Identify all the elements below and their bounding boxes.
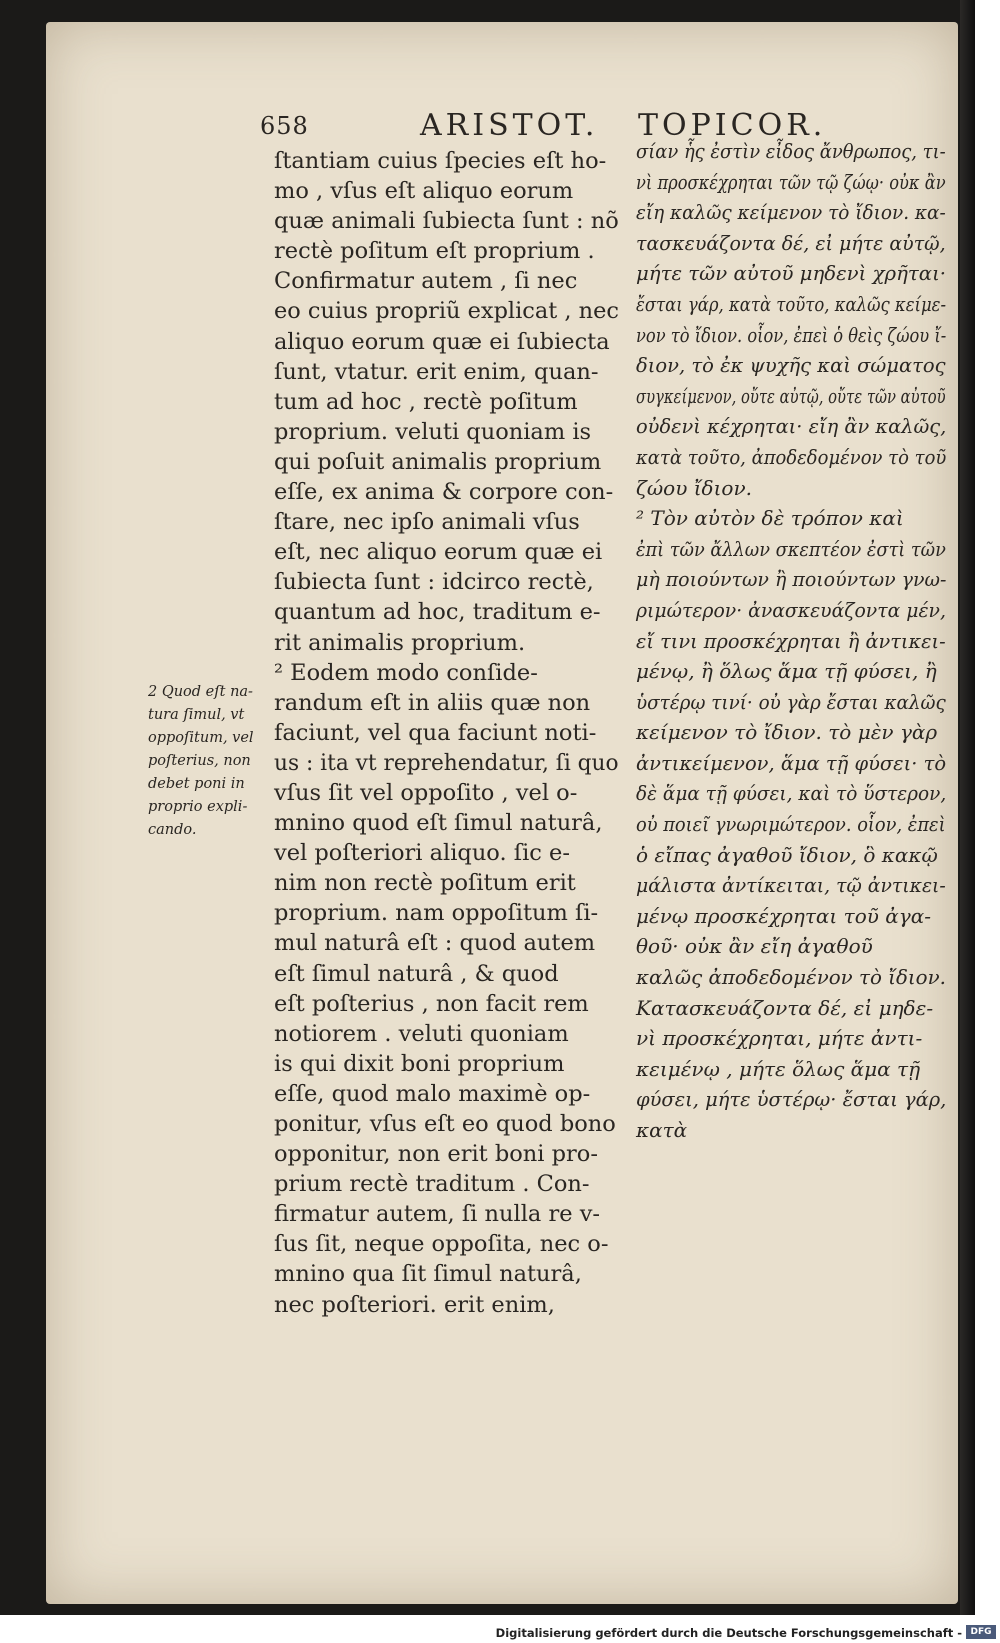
latin-text-line: ponitur, vſus eſt eo quod bono (274, 1111, 616, 1137)
greek-text-line: νον τὸ ἴδιον. οἷον, ἐπεὶ ὁ θεὶς ζώου ἴ- (636, 322, 947, 347)
latin-text-line: ſus ſit, neque oppoſita, nec o- (274, 1231, 609, 1258)
greek-text-line: εἴ τινι προσκέχρηται ἢ ἀντικει- (636, 628, 946, 653)
latin-text-line: Confirmatur autem , ſi nec (274, 268, 578, 295)
latin-text-line: faciunt, vel qua faciunt noti- (274, 719, 597, 746)
greek-text-line: ζώου ἴδιον. (636, 475, 752, 500)
greek-text-line: συγκείμενον, οὔτε αὐτῷ, οὔτε τῶν αὐτοῦ (636, 383, 946, 408)
latin-text-line: firmatur autem, ſi nulla re v- (274, 1201, 601, 1228)
margin-note-line: tura ſimul, vt (148, 707, 245, 723)
greek-text-line: Κατασκευάζοντα δέ, εἰ μηδε- (636, 995, 934, 1020)
latin-text-line: mul naturâ eſt : quod autem (274, 930, 596, 957)
greek-text-line: μένῳ, ἢ ὅλως ἅμα τῇ φύσει, ἢ (636, 659, 937, 684)
footer-credit: Digitalisierung gefördert durch die Deutsche Forschungsgemeinschaft - (495, 1626, 962, 1640)
latin-text-line: vſus ſit vel oppoſito , vel o- (274, 779, 578, 806)
greek-text-line: ἀντικείμενον, ἅμα τῇ φύσει· τὸ (636, 750, 947, 775)
greek-text-line: ² Τὸν αὐτὸν δὲ τρόπον καὶ (636, 506, 904, 531)
latin-text-line: ſubiecta ſunt : idcirco rectè, (274, 569, 594, 596)
margin-note-line: poſterius, non (148, 753, 251, 769)
latin-text-line: rectè poſitum eſt proprium . (274, 238, 595, 265)
header-title-right: TOPICOR. (638, 108, 827, 143)
greek-text-line: μήτε τῶν αὐτοῦ μηδενὶ χρῆται· (636, 261, 947, 286)
latin-text-line: nim non rectè poſitum erit (274, 870, 576, 897)
latin-column (274, 146, 624, 1320)
latin-text-line: aliquo eorum quæ ei ſubiecta (274, 328, 610, 355)
greek-text-line: νὶ προσκέχρηται τῶν τῷ ζώῳ· οὐκ ἂν (636, 169, 946, 194)
greek-text-line: ἐπὶ τῶν ἄλλων σκεπτέον ἐστὶ τῶν (636, 536, 946, 561)
margin-note-line: 2 Quod eſt na- (148, 684, 253, 700)
latin-text-line: is qui dixit boni proprium (274, 1050, 565, 1077)
margin-note-line: cando. (148, 822, 197, 838)
greek-text-line: κατὰ τοῦτο, ἀποδεδομένον τὸ τοῦ (636, 444, 947, 469)
latin-text-line: opponitur, non erit boni pro- (274, 1141, 598, 1168)
dfg-logo: DFG (966, 1625, 996, 1639)
greek-text-line: ἔσται γάρ, κατὰ τοῦτο, καλῶς κείμε- (636, 291, 947, 316)
header-title-left: ARISTOT. (420, 108, 599, 143)
latin-text-line: ſunt, vtatur. erit enim, quan- (274, 358, 599, 385)
latin-text-line: qui poſuit animalis proprium (274, 448, 602, 475)
greek-text-line: κατὰ (636, 1118, 688, 1142)
greek-text-line: ὁ εἴπας ἀγαθοῦ ἴδιον, ὃ κακῷ (636, 842, 938, 867)
latin-text-line: mnino quod eſt ſimul naturâ, (274, 810, 603, 837)
margin-note-line: debet poni in (148, 776, 245, 792)
greek-text-line: φύσει, μήτε ὑστέρῳ· ἔσται γάρ, (636, 1087, 947, 1112)
footer-bar (0, 1623, 1000, 1643)
latin-text-line: eſſe, quod malo maximè op- (274, 1080, 591, 1107)
latin-text-line: ² Eodem modo conſide- (274, 659, 538, 686)
book-edge (960, 0, 975, 1615)
latin-text-line: eo cuius propriũ explicat , nec (274, 298, 619, 325)
latin-text-line: prium rectè traditum . Con- (274, 1171, 590, 1198)
greek-text-line: οὐδενὶ κέχρηται· εἴη ἂν καλῶς, (636, 414, 947, 439)
latin-text-line: ſtare, nec ipſo animali vſus (274, 509, 580, 536)
greek-text-line: σίαν ἧς ἐστὶν εἶδος ἄνθρωπος, τι- (636, 139, 946, 163)
latin-text-line: eſt poſterius , non facit rem (274, 990, 589, 1017)
greek-text-line: μὴ ποιούντων ἢ ποιούντων γνω- (636, 567, 947, 592)
greek-text-line: εἴη καλῶς κείμενον τὸ ἴδιον. κα- (636, 200, 946, 225)
latin-text-line: quantum ad hoc, traditum e- (274, 599, 601, 626)
greek-text-line: ριμώτερον· ἀνασκευάζοντα μέν, (636, 597, 946, 622)
margin-note (148, 681, 268, 842)
greek-text-line: κειμένῳ , μήτε ὅλως ἅμα τῇ (636, 1056, 921, 1081)
latin-text-line: rit animalis proprium. (274, 629, 526, 656)
latin-text-line: us : ita vt reprehendatur, ſi quo (274, 749, 619, 776)
greek-text-line: κείμενον τὸ ἴδιον. τὸ μὲν γὰρ (636, 720, 938, 745)
latin-text-line: ſtantiam cuius ſpecies eſt ho- (274, 148, 607, 174)
margin-note-line: oppoſitum, vel (148, 730, 254, 746)
greek-text-line: μένῳ προσκέχρηται τοῦ ἀγα- (636, 903, 931, 928)
greek-text-line: καλῶς ἀποδεδομένον τὸ ἴδιον. (636, 965, 946, 990)
greek-text-line: οὐ ποιεῖ γνωριμώτερον. οἷον, ἐπεὶ (636, 812, 946, 837)
latin-text-line: eſt ſimul naturâ , & quod (274, 960, 559, 987)
greek-text-line: νὶ προσκέχρηται, μήτε ἀντι- (636, 1026, 923, 1051)
margin-note-line: proprio expli- (148, 799, 248, 815)
latin-text-line: notiorem . veluti quoniam (274, 1020, 569, 1047)
greek-column (636, 136, 951, 1146)
greek-text-line: τασκευάζοντα δέ, εἰ μήτε αὐτῷ, (636, 230, 946, 255)
latin-text-line: vel poſteriori aliquo. ſic e- (274, 840, 570, 867)
greek-text-line: μάλιστα ἀντίκειται, τῷ ἀντικει- (636, 873, 946, 898)
latin-text-line: quæ animali ſubiecta ſunt : nõ (274, 208, 619, 235)
latin-text-line: nec poſteriori. erit enim, (274, 1291, 555, 1318)
greek-text-line: διον, τὸ ἐκ ψυχῆς καὶ σώματος (636, 353, 946, 378)
latin-text-line: eſt, nec aliquo eorum quæ ei (274, 539, 603, 566)
latin-text-line: mnino qua ſit ſimul naturâ, (274, 1261, 582, 1288)
latin-text-line: eſſe, ex anima & corpore con- (274, 479, 614, 506)
latin-text-line: proprium. nam oppoſitum ſi- (274, 900, 599, 927)
greek-text-line: δὲ ἅμα τῇ φύσει, καὶ τὸ ὕστερον, (636, 781, 947, 806)
latin-text-line: randum eſt in aliis quæ non (274, 689, 591, 716)
greek-text-line: θοῦ· οὐκ ἂν εἴη ἀγαθοῦ (636, 934, 873, 959)
page-number: 658 (260, 112, 309, 140)
latin-text-line: tum ad hoc , rectè poſitum (274, 388, 578, 415)
greek-text-line: ὑστέρῳ τινί· οὐ γὰρ ἔσται καλῶς (636, 689, 946, 714)
latin-text-line: proprium. veluti quoniam is (274, 418, 592, 445)
latin-text-line: mo , vſus eſt aliquo eorum (274, 178, 574, 205)
